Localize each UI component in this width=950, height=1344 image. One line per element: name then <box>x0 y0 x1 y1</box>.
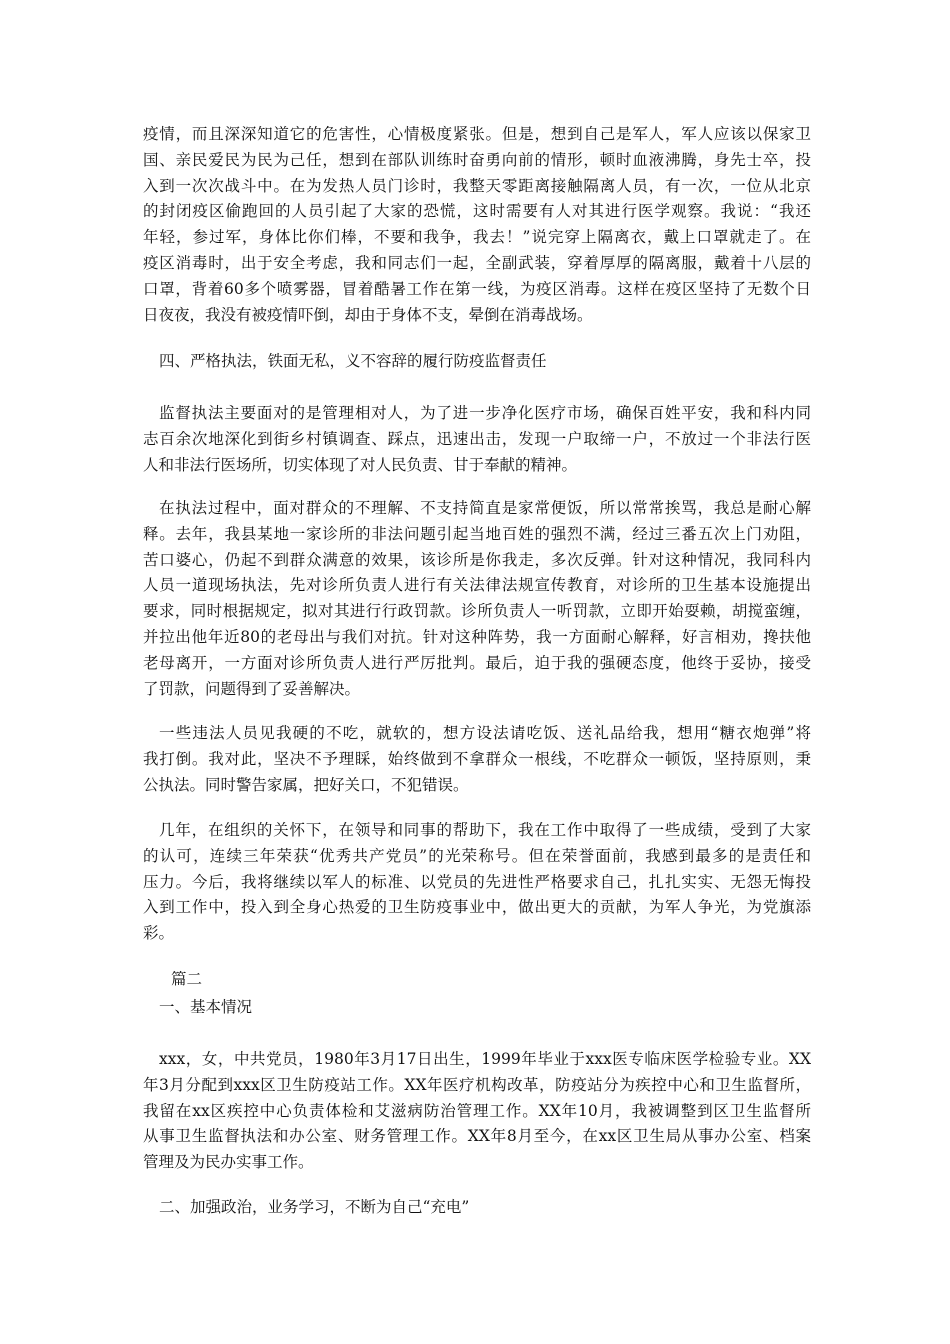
text-line: 公执法。同时警告家属，把好关口，不犯错误。 <box>143 775 469 794</box>
text-line: 在执法过程中，面对群众的不理解、不支持简直是家常便饭，所以常常挨骂，我总是耐心解 <box>159 499 811 517</box>
text-line: 并拉出他年近80的老母出与我们对抗。针对这种阵势，我一方面耐心解释，好言相劝，搀扶他 <box>143 627 811 646</box>
section-heading-2 <box>159 1195 827 1221</box>
text-line: 的封闭疫区偷跑回的人员引起了大家的恐慌，这时需要有人对其进行医学观察。我说：“我还 <box>143 202 811 221</box>
text-line: 监督执法主要面对的是管理相对人，为了进一步净化医疗市场，确保百姓平安，我和科内同 <box>159 404 811 422</box>
text-line: 压力。今后，我将继续以军人的标准、以党员的先进性严格要求自己，扎扎实实、无怨无悔投 <box>143 872 811 891</box>
text-line: 的认可，连续三年荣获“优秀共产党员”的光荣称号。但在荣誉面前，我感到最多的是责任和 <box>143 846 811 865</box>
text-line: xxx，女，中共党员，1980年3月17日出生，1999年毕业于xxx医专临床医学检验专业。XX <box>159 1050 811 1068</box>
text-line: 口罩，背着60多个喷雾器，冒着酷暑工作在第一线，为疫区消毒。这样在疫区坚持了无数个日 <box>143 279 811 298</box>
text-line: 年轻，参过军，身体比你们棒，不要和我争，我去！”说完穿上隔离衣，戴上口罩就走了。在 <box>143 228 811 247</box>
text-line: 苦口婆心，仍起不到群众满意的效果，该诊所是你我走，多次反弹。针对这种情况，我同科内 <box>143 550 811 569</box>
paragraph-epidemic-frontline <box>143 122 811 328</box>
text-line: 入到工作中，投入到全身心热爱的卫生防疫事业中，做出更大的贡献，为军人争光，为党旗添 <box>143 898 811 917</box>
text-line: 了罚款，问题得到了妥善解决。 <box>143 679 361 698</box>
title-text: 篇二 <box>171 970 203 988</box>
text-line: 人员一道现场执法，先对诊所负责人进行有关法律法规宣传教育，对诊所的卫生基本设施提出 <box>143 576 811 595</box>
text-line: 疫区消毒时，出于安全考虑，我和同志们一起，全副武装，穿着厚厚的隔离服，戴着十八层的 <box>143 253 811 272</box>
text-line: 从事卫生监督执法和办公室、财务管理工作。XX年8月至今，在xx区卫生局从事办公室、档案 <box>143 1127 811 1146</box>
paragraph-integrity <box>143 721 811 798</box>
text-line: 年3月分配到xxx区卫生防疫站工作。XX年医疗机构改革，防疫站分为疾控中心和卫生监督所， <box>143 1075 811 1094</box>
text-line: 国、亲民爱民为民为己任，想到在部队训练时奋勇向前的情形，顿时血液沸腾，身先士卒，投 <box>143 150 811 169</box>
text-line: 要求，同时根据规定，拟对其进行行政罚款。诊所负责人一听罚款，立即开始耍赖，胡搅蛮缠， <box>143 602 811 621</box>
text-line: 几年，在组织的关怀下，在领导和同事的帮助下，我在工作中取得了一些成绩，受到了大家 <box>159 821 811 839</box>
text-line: 人和非法行医场所，切实体现了对人民负责、甘于奉献的精神。 <box>143 455 578 474</box>
text-line: 日夜夜，我没有被疫情吓倒，却由于身体不支，晕倒在消毒战场。 <box>143 305 593 324</box>
text-line: 彩。 <box>143 924 175 943</box>
text-line: 管理及为民办实事工作。 <box>143 1153 314 1172</box>
text-line: 疫情，而且深深知道它的危害性，心情极度紧张。但是，想到自己是军人，军人应该以保家卫 <box>143 125 811 143</box>
text-line: 我打倒。我对此，坚决不予理睬，始终做到不拿群众一根线，不吃群众一顿饭，坚持原则，秉 <box>143 749 811 768</box>
paragraph-achievements <box>143 818 811 947</box>
section-title-part-two <box>171 967 839 993</box>
text-line: 一些违法人员见我硬的不吃，就软的，想方设法请吃饭、送礼品给我，想用“糖衣炮弹”将 <box>159 724 811 742</box>
heading-text: 四、严格执法，铁面无私，义不容辞的履行防疫监督责任 <box>159 352 547 370</box>
paragraph-supervision <box>143 401 811 478</box>
paragraph-enforcement <box>143 496 811 702</box>
paragraph-basic-info <box>143 1047 811 1176</box>
text-line: 我留在xx区疾控中心负责体检和艾滋病防治管理工作。XX年10月，我被调整到区卫生监督所 <box>143 1101 811 1120</box>
text-line: 志百余次地深化到街乡村镇调查、踩点，迅速出击，发现一户取缔一户，不放过一个非法行医 <box>143 429 811 448</box>
section-heading-4 <box>159 349 827 375</box>
text-line: 释。去年，我县某地一家诊所的非法问题引起当地百姓的强烈不满，经过三番五次上门劝阻， <box>143 524 811 543</box>
heading-text: 一、基本情况 <box>159 998 253 1016</box>
section-heading-1 <box>159 995 827 1021</box>
heading-text: 二、加强政治，业务学习，不断为自己“充电” <box>159 1198 470 1216</box>
text-line: 入到一次次战斗中。在为发热人员门诊时，我整天零距离接触隔离人员，有一次，一位从北京 <box>143 176 811 195</box>
text-line: 老母离开，一方面对诊所负责人进行严厉批判。最后，迫于我的强硬态度，他终于妥协，接受 <box>143 653 811 672</box>
